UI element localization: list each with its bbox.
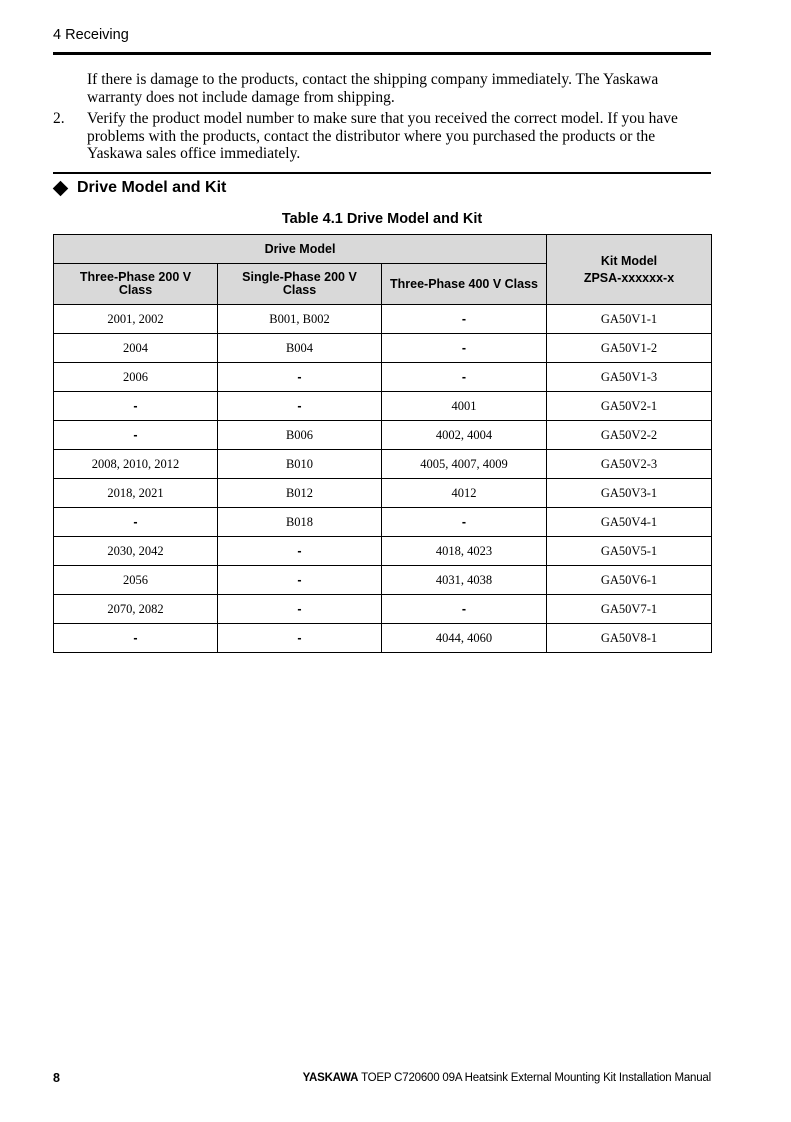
table-cell: - <box>382 595 547 624</box>
verify-paragraph: Verify the product model number to make sure that you received the correct model. If you have problems with the products, contact the distributor where you purchased the products or the Yaskawa sales office immediately. <box>87 110 678 162</box>
table-cell: B004 <box>218 334 382 363</box>
table-cell: 2008, 2010, 2012 <box>54 450 218 479</box>
table-cell: 4044, 4060 <box>382 624 547 653</box>
table-cell: 4012 <box>382 479 547 508</box>
table-cell: - <box>54 508 218 537</box>
column-header: Three-Phase 200 V Class <box>54 264 218 305</box>
drive-model-group-header: Drive Model <box>54 235 547 264</box>
table-cell: 4002, 4004 <box>382 421 547 450</box>
table-body <box>54 305 712 653</box>
table-cell: - <box>218 566 382 595</box>
table-cell: GA50V1-3 <box>547 363 712 392</box>
drive-model-table <box>53 234 712 653</box>
table-cell: GA50V8-1 <box>547 624 712 653</box>
table-cell: GA50V2-1 <box>547 392 712 421</box>
section-title: Drive Model and Kit <box>77 179 227 196</box>
table-row <box>54 566 712 595</box>
table-cell: 2018, 2021 <box>54 479 218 508</box>
table-cell: 4018, 4023 <box>382 537 547 566</box>
footer-brand: YASKAWA <box>302 1072 359 1084</box>
table-row <box>54 479 712 508</box>
table-cell: 4001 <box>382 392 547 421</box>
table-row <box>54 363 712 392</box>
page-number: 8 <box>53 1071 60 1085</box>
table-cell: - <box>382 305 547 334</box>
table-cell: - <box>54 624 218 653</box>
damage-paragraph: If there is damage to the products, contact the shipping company immediately. The Yaskawa warranty does not include damage from shipping. <box>87 71 659 106</box>
header-rule <box>53 52 711 55</box>
table-cell: B001, B002 <box>218 305 382 334</box>
footer-manual-title <box>303 1072 711 1084</box>
table-cell: GA50V6-1 <box>547 566 712 595</box>
table-cell: GA50V1-1 <box>547 305 712 334</box>
table-cell: GA50V4-1 <box>547 508 712 537</box>
table-cell: B006 <box>218 421 382 450</box>
table-caption: Table 4.1 Drive Model and Kit <box>281 211 483 227</box>
table-cell: 2006 <box>54 363 218 392</box>
table-cell: GA50V7-1 <box>547 595 712 624</box>
table-cell: GA50V3-1 <box>547 479 712 508</box>
table-cell: 2056 <box>54 566 218 595</box>
table-cell: B010 <box>218 450 382 479</box>
table-cell: 4031, 4038 <box>382 566 547 595</box>
table-row <box>54 450 712 479</box>
table-cell: GA50V5-1 <box>547 537 712 566</box>
column-header: Single-Phase 200 V Class <box>218 264 382 305</box>
column-header: Three-Phase 400 V Class <box>382 264 547 305</box>
table-cell: 2004 <box>54 334 218 363</box>
table-cell: - <box>54 392 218 421</box>
table-cell: - <box>218 624 382 653</box>
table-cell: 4005, 4007, 4009 <box>382 450 547 479</box>
section-heading <box>53 179 226 197</box>
table-cell: - <box>382 508 547 537</box>
kit-model-header <box>547 235 712 305</box>
section-rule <box>53 172 711 174</box>
table-cell: 2001, 2002 <box>54 305 218 334</box>
table-cell: - <box>54 421 218 450</box>
footer-title: TOEP C720600 09A Heatsink External Mounting Kit Installation Manual <box>358 1072 711 1084</box>
kit-model-header-line1: Kit Model <box>600 253 658 268</box>
kit-model-header-line2: ZPSA-xxxxxx-x <box>583 270 675 285</box>
page-header-title: 4 Receiving <box>53 27 129 43</box>
table-cell: 2070, 2082 <box>54 595 218 624</box>
table-row <box>54 595 712 624</box>
table-cell: B012 <box>218 479 382 508</box>
table-row <box>54 508 712 537</box>
table-cell: - <box>382 334 547 363</box>
table-row <box>54 392 712 421</box>
table-cell: 2030, 2042 <box>54 537 218 566</box>
table-cell: - <box>382 363 547 392</box>
table-cell: B018 <box>218 508 382 537</box>
table-row <box>54 421 712 450</box>
table-cell: - <box>218 392 382 421</box>
table-cell: - <box>218 595 382 624</box>
table-cell: GA50V2-2 <box>547 421 712 450</box>
table-row <box>54 537 712 566</box>
table-cell: GA50V2-3 <box>547 450 712 479</box>
table-row <box>54 305 712 334</box>
table-row <box>54 334 712 363</box>
step-number: 2. <box>53 110 65 127</box>
diamond-bullet-icon <box>53 180 69 196</box>
table-cell: - <box>218 537 382 566</box>
table-row <box>54 624 712 653</box>
table-cell: GA50V1-2 <box>547 334 712 363</box>
table-cell: - <box>218 363 382 392</box>
